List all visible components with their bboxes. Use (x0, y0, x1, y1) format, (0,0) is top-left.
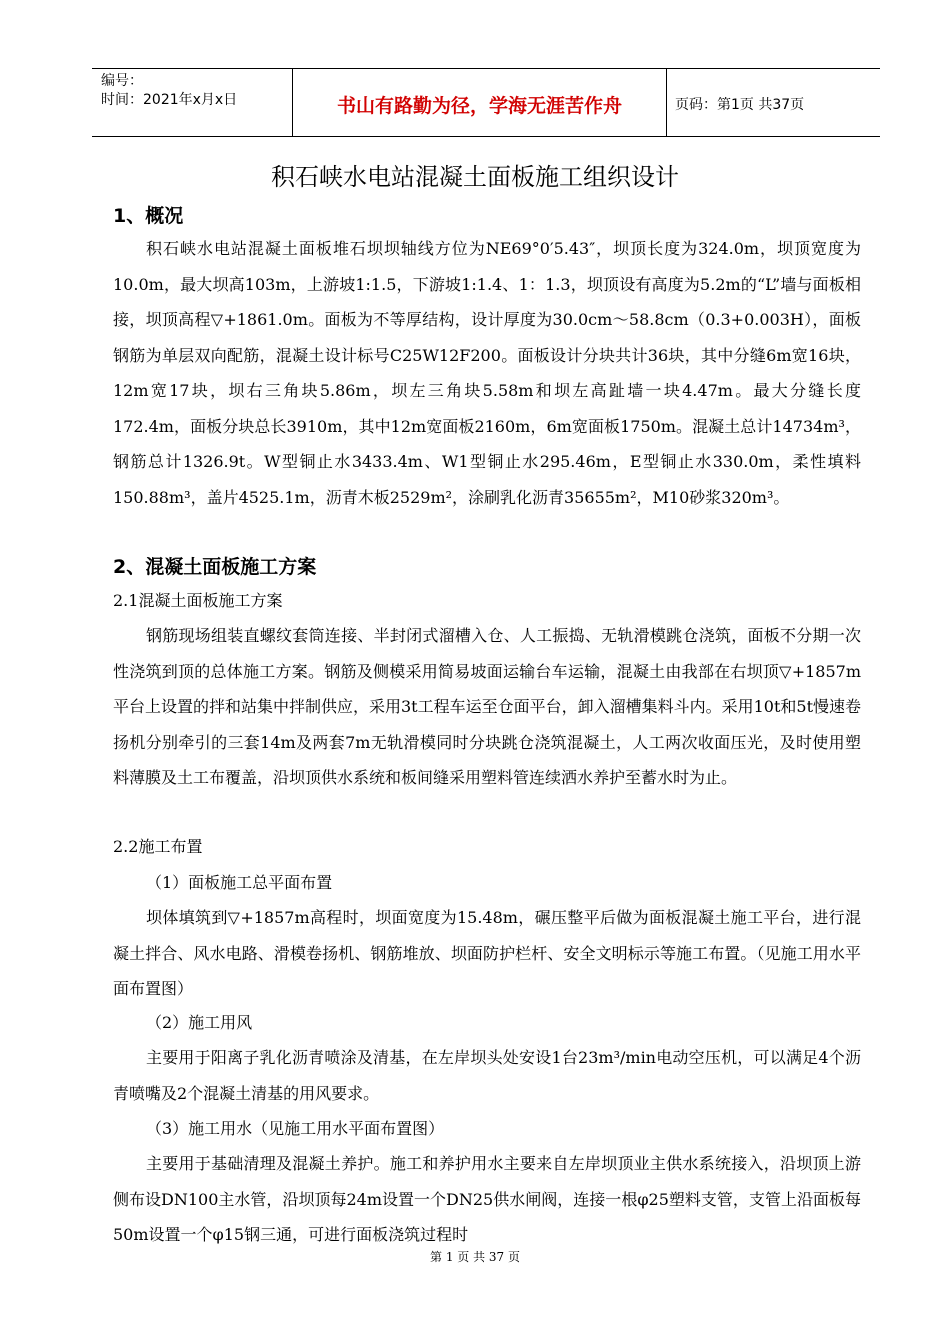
section-1-heading: 1、概况 (113, 205, 184, 227)
header-motto-cell (292, 69, 667, 136)
section-2-2-2-paragraph: 主要用于阳离子乳化沥青喷涂及清基，在左岸坝头处安设1台23m³/min电动空压机，可以满足4个沥青喷嘴及2个混凝土清基的用风要求。 (113, 1048, 861, 1103)
section-2-2-3-heading: （3）施工用水（见施工用水平面布置图） (146, 1119, 445, 1138)
document-title: 积石峡水电站混凝土面板施工组织设计 (271, 163, 679, 191)
header-motto: 书山有路勤为径，学海无涯苦作舟 (336, 95, 622, 117)
section-2-2-heading: 2.2施工布置 (113, 837, 203, 856)
document-time-label: 时间：2021年x月x日 (101, 92, 238, 108)
section-2-2-2-heading: （2）施工用风 (146, 1013, 253, 1032)
header-page-cell (667, 69, 880, 136)
page-header (92, 68, 880, 137)
section-2-2-1-heading: （1）面板施工总平面布置 (146, 873, 333, 892)
header-page-number: 页码：第1页 共37页 (675, 97, 805, 113)
document-number-label: 编号： (101, 73, 143, 89)
page-footer: 第 1 页 共 37 页 (430, 1250, 520, 1264)
header-info-cell (92, 69, 292, 136)
section-2-1-heading: 2.1混凝土面板施工方案 (113, 591, 283, 610)
section-2-2-3-paragraph: 主要用于基础清理及混凝土养护。施工和养护用水主要来自左岸坝顶业主供水系统接入，沿坝顶上游侧布设DN100主水管，沿坝顶每24m设置一个DN25供水闸阀，连接一根φ25塑料支管，支管上沿面板每50m设置一个φ15钢三通，可进行面板浇筑过程时 (113, 1154, 861, 1244)
section-2-heading: 2、混凝土面板施工方案 (113, 556, 317, 578)
section-2-2-1-paragraph: 坝体填筑到▽+1857m高程时，坝面宽度为15.48m，碾压整平后做为面板混凝土施工平台，进行混凝土拌合、风水电路、滑模卷扬机、钢筋堆放、坝面防护栏杆、安全文明标示等施工布置。（见施工用水平面布置图） (113, 908, 861, 998)
section-1-paragraph: 积石峡水电站混凝土面板堆石坝坝轴线方位为NE69°0′5.43″，坝顶长度为324.0m，坝顶宽度为10.0m，最大坝高103m，上游坡1:1.5，下游坡1:1.4、1：1.3，坝顶设有高度为5.2m的“L”墙与面板相接，坝顶高程▽+1861.0m。面板为不等厚结构，设计厚度为30.0cm～58.8cm（0.3+0.003H），面板钢筋为单层双向配筋，混凝土设计标号C25W12F200。面板设计分块共计36块，其中分缝6m宽16块，12m宽17块，坝右三角块5.86m，坝左三角块5.58m和坝左高趾墙一块4.47m。最大分缝长度172.4m，面板分块总长3910m，其中12m宽面板2160m，6m宽面板1750m。混凝土总计14734m³，钢筋总计1326.9t。W型铜止水3433.4m、W1型铜止水295.46m，E型铜止水330.0m，柔性填料150.88m³，盖片4525.1m，沥青木板2529m²，涂刷乳化沥青35655m²，M10砂浆320m³。 (113, 239, 861, 507)
section-2-1-paragraph: 钢筋现场组装直螺纹套筒连接、半封闭式溜槽入仓、人工振捣、无轨滑模跳仓浇筑，面板不分期一次性浇筑到顶的总体施工方案。钢筋及侧模采用简易坡面运输台车运输，混凝土由我部在右坝顶▽+1857m平台上设置的拌和站集中拌制供应，采用3t工程车运至仓面平台，卸入溜槽集料斗内。采用10t和5t慢速卷扬机分别牵引的三套14m及两套7m无轨滑模同时分块跳仓浇筑混凝土，人工两次收面压光，及时使用塑料薄膜及土工布覆盖，沿坝顶供水系统和板间缝采用塑料管连续洒水养护至蓄水时为止。 (113, 626, 862, 787)
